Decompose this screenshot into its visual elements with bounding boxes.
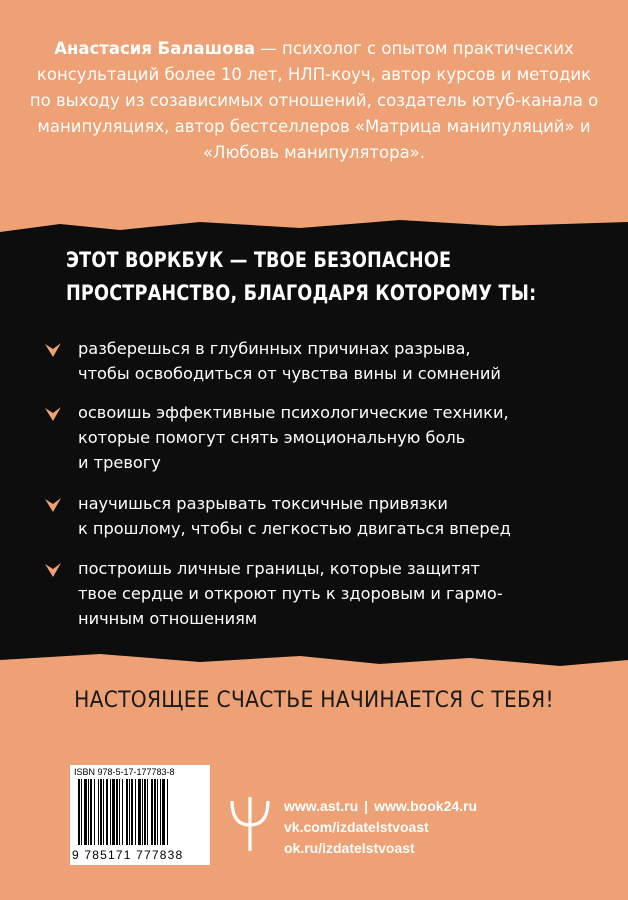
- checkmark-icon: [44, 497, 62, 515]
- link-vk[interactable]: vk.com/izdatelstvoast: [284, 819, 429, 835]
- benefit-item: разберешься в глубинных причинах разрыва, чтобы освободиться от чувства вины и сомнений: [78, 339, 501, 383]
- author-bio: [28, 36, 600, 166]
- link-ast[interactable]: www.ast.ru: [284, 798, 359, 814]
- barcode-icon: [76, 779, 204, 847]
- benefit-item: освоишь эффективные психологические техники, которые помогут снять эмоциональную боль и тревогу: [78, 403, 509, 472]
- barcode-digits: 9 785171 777838: [72, 848, 184, 862]
- tagline: НАСТОЯЩЕЕ СЧАСТЬЕ НАЧИНАЕТСЯ С ТЕБЯ!: [74, 688, 554, 713]
- benefit-item: построишь личные границы, которые защитят твое сердце и откроют путь к здоровым и гармо- ничным отношениям: [78, 559, 503, 628]
- isbn-label: ISBN 978-5-17-177783-8: [74, 767, 175, 777]
- panel-heading: [66, 244, 537, 310]
- link-book24[interactable]: www.book24.ru: [374, 798, 478, 814]
- isbn-barcode-box: [70, 765, 210, 865]
- benefit-item: научишься разрывать токсичные привязки к прошлому, чтобы с легкостью двигаться вперед: [78, 494, 511, 538]
- panel-heading-line-1: ЭТОТ ВОРКБУК — ТВОЕ БЕЗОПАСНОЕ: [66, 248, 452, 272]
- link-ok[interactable]: ok.ru/izdatelstvoast: [284, 840, 415, 856]
- contacts-separator: |: [364, 798, 369, 814]
- author-description: — психолог с опытом практических консультаций более 10 лет, НЛП-коуч, автор курсов и методик по выходу из созависимых отношений, создатель ютуб-канала о манипуляциях, автор бестселлеров «Матрица манипуляций» и «Любовь манипулятора».: [29, 39, 599, 162]
- checkmark-icon: [44, 342, 62, 360]
- author-name: Анастасия Балашова: [54, 39, 256, 58]
- publisher-contacts: [284, 796, 477, 859]
- contacts-line-websites: [284, 796, 477, 817]
- psi-logo-icon: [228, 795, 272, 853]
- checkmark-icon: [44, 562, 62, 580]
- checkmark-icon: [44, 406, 62, 424]
- panel-heading-line-2: ПРОСТРАНСТВО, БЛАГОДАРЯ КОТОРОМУ ТЫ:: [66, 281, 537, 305]
